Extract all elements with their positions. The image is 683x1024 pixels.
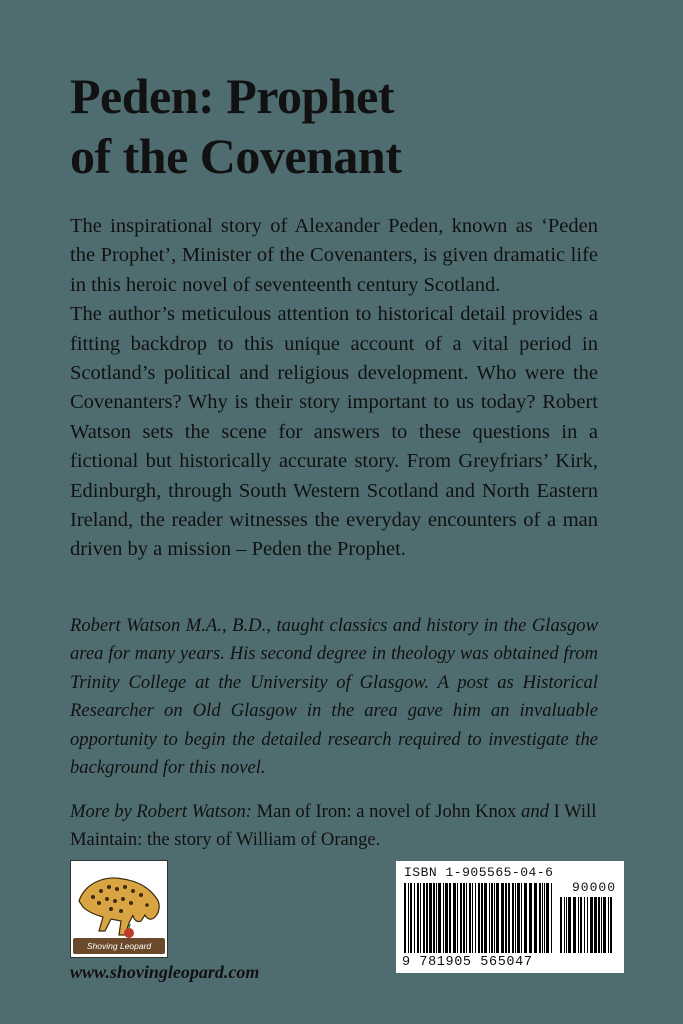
barcode-bar [505,883,507,953]
isbn-text: ISBN 1-905565-04-6 [404,865,554,880]
barcode-bar [445,883,448,953]
more-lead: More by Robert Watson: [70,801,252,822]
book-title [70,66,630,186]
barcode-bar [491,883,493,953]
barcode-bar [426,883,428,953]
barcode-bar [438,883,441,953]
barcode-bar [420,883,421,953]
price-bars [560,897,616,953]
barcode-bar [521,883,522,953]
barcode-bar [603,897,606,953]
barcode-bar [484,883,487,953]
barcode-bar [590,897,593,953]
barcode-bar [460,883,462,953]
ean-text: 9 781905 565047 [402,955,533,970]
barcode-bar [508,883,510,953]
barcode-bar [542,883,543,953]
barcode-bar [566,897,567,953]
barcode-bar [573,897,576,953]
barcode-bar [524,883,527,953]
barcode-bar [501,883,504,953]
barcode-bar [584,897,585,953]
barcode-bar [534,883,537,953]
barcode-bar [517,883,520,953]
barcode-bar [578,897,579,953]
logo-label: Shoving Leopard [86,941,152,951]
barcode-bar [489,883,490,953]
publisher-website: www.shovingleopard.com [70,962,260,982]
barcode-bar [436,883,437,953]
author-bio: Robert Watson M.A., B.D., taught classics and history in the Glasgow area for many years. His second degree in theology was obtained from Trinity College at the University of Glasgow. A post as Historical Researcher on Old Glasgow in the area gave him an invaluable opportunity to begin the detailed research required to investigate the background for this novel. [70,615,598,779]
barcode-bar [472,883,473,953]
barcode-bar [423,883,425,953]
barcode-bar [449,883,451,953]
barcode-bar [481,883,483,953]
barcode-bar [463,883,465,953]
barcode-bar [529,883,532,953]
barcode-bar [417,883,419,953]
barcode-bar [457,883,458,953]
barcode-bar [587,897,588,953]
publisher-logo [70,860,168,958]
barcode-bar [594,897,597,953]
barcode-bar [478,883,480,953]
more-and: and [521,801,549,822]
barcode-bar [469,883,471,953]
barcode-bar [551,883,552,953]
barcode-bar [564,897,565,953]
more-book-1: Man of Iron: a novel of John Knox [256,801,517,822]
barcode-bar [414,883,415,953]
barcode-bar [410,883,412,953]
barcode-bar [404,883,406,953]
barcode-bar [408,883,409,953]
blurb [70,212,598,565]
barcode-bar [512,883,514,953]
barcode-bar [429,883,432,953]
barcode-bar [443,883,444,953]
barcode-bar [580,897,582,953]
barcode-bar [453,883,456,953]
barcode-bar [494,883,495,953]
blurb-paragraph-1: The inspirational story of Alexander Peden, known as ‘Peden the Prophet’, Minister of the Covenanters, is given dramatic life in this heroic novel of seventeenth century Scotland. [70,215,598,296]
barcode-bar [466,883,467,953]
more-by-author [70,798,610,854]
barcode-bar [610,897,612,953]
barcode-bar [546,883,549,953]
title-line-1: Peden: Prophet [70,68,394,124]
ean-bars [404,883,554,953]
more-book-2: I Will Maintain: the story of William of Orange. [70,801,597,850]
barcode-bar [601,897,602,953]
isbn-barcode [396,861,624,973]
barcode-bar [598,897,600,953]
blurb-paragraph-2: The author’s meticulous attention to historical detail provides a fitting backdrop to this unique account of a vital period in Scotland’s political and religious development. Who were the Covenanters? Why is their story important to us today? Robert Watson sets the scene for answers to these questions in a fictional but historically accurate story. From Greyfriars’ Kirk, Edinburgh, through South Western Scotland and North Eastern Ireland, the reader witnesses the everyday encounters of a man driven by a mission – Peden the Prophet. [70,303,598,561]
barcode-bar [433,883,435,953]
barcode-bar [608,897,609,953]
barcode-bar [568,897,571,953]
barcode-bar [475,883,476,953]
price-code: 90000 [571,880,616,895]
barcode-bar [544,883,545,953]
barcode-bar [539,883,541,953]
title-line-2: of the Covenant [70,128,402,184]
barcode-bar [560,897,562,953]
barcode-bar [515,883,516,953]
barcode-bar [496,883,499,953]
